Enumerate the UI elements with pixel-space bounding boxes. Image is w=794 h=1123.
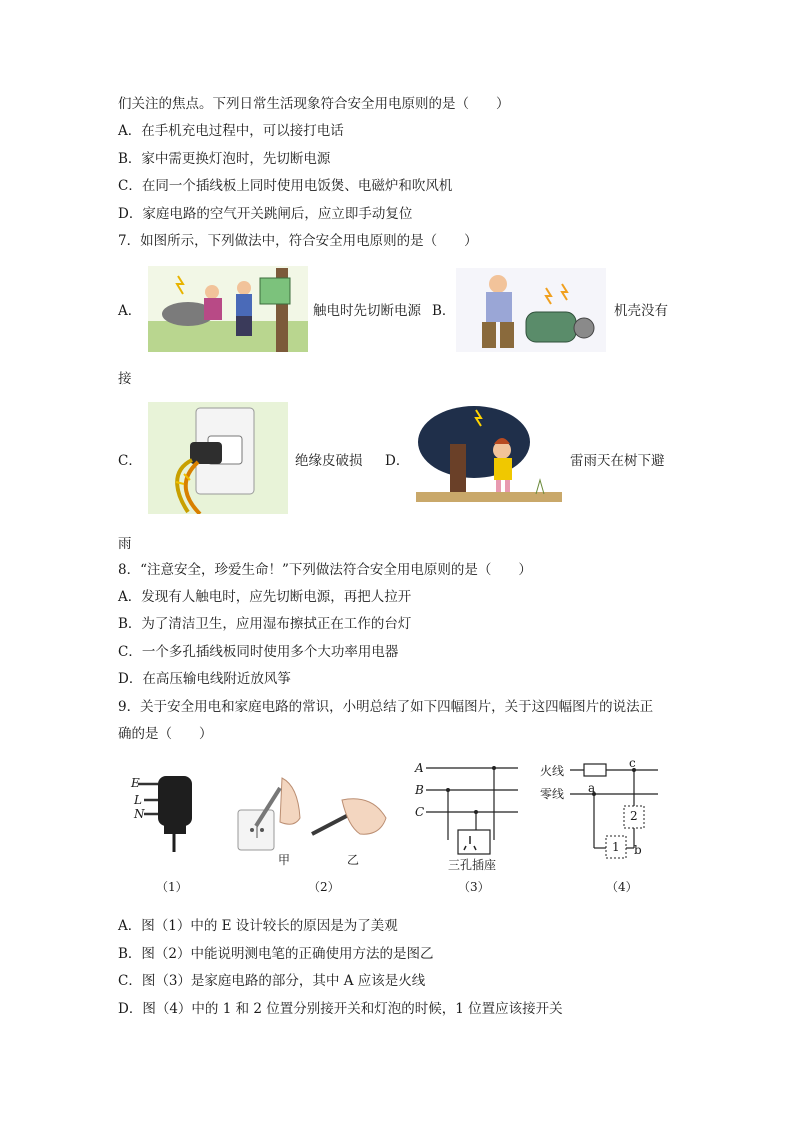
q6-option-a: A．在手机充电过程中，可以接打电话: [118, 123, 344, 139]
fig4-box-2: 2: [630, 809, 638, 823]
q7-option-c-text: 绝缘皮破损: [295, 453, 363, 469]
q7-option-a-text: 触电时先切断电源: [313, 303, 421, 319]
fig4-box-1: 1: [612, 840, 620, 854]
q6-option-c: C．在同一个插线板上同时使用电饭煲、电磁炉和吹风机: [118, 178, 453, 194]
q8-option-c: C．一个多孔插线板同时使用多个大功率用电器: [118, 644, 399, 660]
q8-option-d: D．在高压输电线附近放风筝: [118, 671, 291, 687]
fig3-circuit-diagram: [414, 760, 522, 868]
q7-a-illustration: [148, 266, 308, 352]
q7-option-b-text: 机壳没有: [614, 303, 668, 319]
q7-c-illustration: [148, 402, 288, 514]
fig1-caption: （1）: [156, 880, 188, 894]
fig4-caption: （4）: [606, 880, 638, 894]
fig1-pin-n: N: [134, 807, 145, 821]
q6-option-d: D．家庭电路的空气开关跳闸后，应立即手动复位: [118, 206, 413, 222]
q9-option-d: D．图（4）中的 1 和 2 位置分别接开关和灯泡的时候，1 位置应该接开关: [118, 1001, 563, 1017]
q8-option-a: A．发现有人触电时，应先切断电源，再把人拉开: [118, 589, 412, 605]
fig4-neutral-wire-label: 零线: [540, 787, 565, 801]
question8-stem: 8．“注意安全，珍爱生命！”下列做法符合安全用电原则的是（ ）: [118, 562, 532, 578]
fig3-caption: （3）: [458, 880, 490, 894]
question7-stem: 7．如图所示，下列做法中，符合安全用电原则的是（ ）: [118, 233, 478, 249]
q7-option-c-label: C．: [118, 453, 142, 469]
fig4-point-a: a: [588, 781, 596, 795]
fig2-label-yi: 乙: [347, 853, 360, 867]
fig2-caption: （2）: [308, 880, 340, 894]
q9-option-c: C．图（3）是家庭电路的部分，其中 A 应该是火线: [118, 973, 426, 989]
fig2-label-jia: 甲: [278, 853, 291, 867]
q7-b-illustration: [456, 268, 606, 352]
q9-option-a: A．图（1）中的 E 设计较长的原因是为了美观: [118, 918, 398, 934]
fig1-pin-l: L: [134, 793, 142, 807]
question9-stem-line2: 确的是（ ）: [118, 726, 213, 742]
fig3-line-a: A: [415, 761, 424, 775]
fig2-test-pen-diagram: [232, 770, 392, 858]
fig4-live-wire-label: 火线: [540, 764, 565, 778]
fig1-pin-e: E: [131, 776, 140, 790]
q7-option-d-label: D．: [385, 453, 410, 469]
fig4-point-c: c: [629, 756, 636, 770]
question9-stem-line1: 9．关于安全用电和家庭电路的常识，小明总结了如下四幅图片，关于这四幅图片的说法正: [118, 699, 654, 715]
q7-option-b-continuation: 接: [118, 371, 132, 387]
q7-option-b-label: B．: [432, 303, 456, 319]
fig3-socket-label: 三孔插座: [448, 858, 497, 872]
question6-stem-tail: 们关注的焦点。下列日常生活现象符合安全用电原则的是（ ）: [118, 96, 510, 112]
fig4-point-b: b: [634, 843, 642, 857]
q8-option-b: B．为了清洁卫生，应用湿布擦拭正在工作的台灯: [118, 616, 412, 632]
q9-option-b: B．图（2）中能说明测电笔的正确使用方法的是图乙: [118, 946, 434, 962]
fig3-line-c: C: [415, 805, 425, 819]
q7-option-d-continuation: 雨: [118, 536, 132, 552]
q7-option-a-label: A．: [118, 303, 142, 319]
q7-option-d-text: 雷雨天在树下避: [570, 453, 665, 469]
fig3-line-b: B: [415, 783, 424, 797]
q7-d-illustration: [416, 404, 562, 502]
q6-option-b: B．家中需更换灯泡时，先切断电源: [118, 151, 331, 167]
